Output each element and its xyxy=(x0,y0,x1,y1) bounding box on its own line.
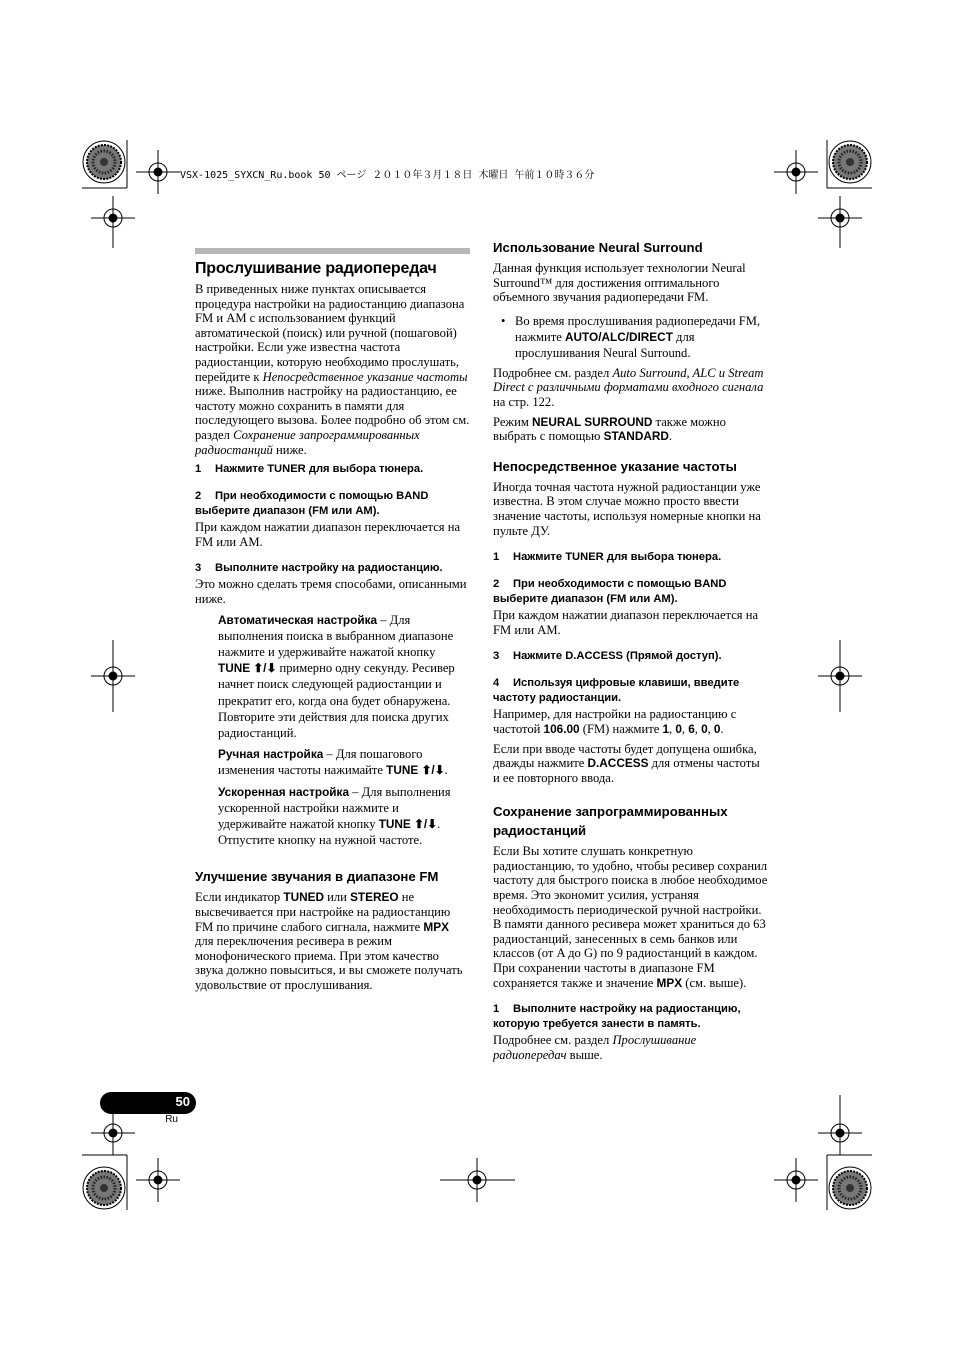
direct-step-2-desc: При каждом нажатии диапазон переключается на FM или AM. xyxy=(493,608,759,637)
intro-paragraph: В приведенных ниже пунктах описывается процедура настройки на радиостанцию диапазона FM и AM с использованием функций автоматической (поиск) или ручной (пошаговой) настройки. Если уже известна частота радиостанции, которую необходимо прослушать, перейдите к Непосредственное указание частоты ниже. Выполнив настройку на радиостанцию, ее частоту можно сохранить в памяти для последующего вызова. Более подробно об этом см. раздел Сохранение запрограммированных радиостанций ниже. xyxy=(195,282,470,457)
neural-list xyxy=(493,313,768,361)
direct-step-4: 4 Используя цифровые клавиши, введите частоту радиостанции. xyxy=(493,677,740,705)
direct-error: Если при вводе частоты будет допущена ошибка, дважды нажмите D.ACCESS для отмены частоты и ее повторного ввода. xyxy=(493,741,760,785)
neural-heading: Использование Neural Surround xyxy=(493,240,703,255)
left-column xyxy=(195,248,470,998)
step-3: 3 Выполните настройку на радиостанцию. xyxy=(195,562,443,575)
neural-reference: Подробнее см. раздел Auto Surround, ALC и Stream Direct с различными форматами входного сигнала на стр. 122. xyxy=(493,365,764,409)
direct-step-2: 2 При необходимости с помощью BAND выберите диапазон (FM или AM). xyxy=(493,578,727,606)
save-reference: Подробнее см. раздел Прослушивание радиопередач выше. xyxy=(493,1033,697,1062)
direct-example: Например, для настройки на радиостанцию с частотой 106.00 (FM) нажмите 1, 0, 6, 0, 0. xyxy=(493,707,737,736)
save-paragraph: Если Вы хотите слушать конкретную радиостанцию, то удобно, чтобы ресивер сохранил частоту для быстрого поиска в любое необходимое время. Это экономит усилия, устраняя необходимость периодической ручной настройки. В памяти данного ресивера может храниться до 63 радиостанций, занесенных в семь банков или классов (от A до G) по 9 радиостанций в каждом. При сохранении частоты в диапазоне FM сохраняется также и значение MPX (см. выше). xyxy=(493,844,768,990)
page-language: Ru xyxy=(165,1114,178,1125)
up-down-arrow-icon: ⬆/⬇ xyxy=(253,661,277,676)
direct-heading: Непосредственное указание частоты xyxy=(493,458,737,474)
fast-tuning: Ускоренная настройка – Для выполнения ускоренной настройки нажмите и удерживайте нажатой кнопку TUNE ⬆/⬇. Отпустите кнопку на нужной частоте. xyxy=(218,784,451,848)
neural-paragraph: Данная функция использует технологии Neural Surround™ для достижения оптимального объемного звучания радиопередачи FM. xyxy=(493,261,746,305)
direct-step-1: 1 Нажмите TUNER для выбора тюнера. xyxy=(493,551,722,564)
page-title: Прослушивание радиопередач xyxy=(195,260,437,277)
fm-heading: Улучшение звучания в диапазоне FM xyxy=(195,869,439,885)
up-down-arrow-icon: ⬆/⬇ xyxy=(413,816,438,831)
direct-step-3: 3 Нажмите D.ACCESS (Прямой доступ). xyxy=(493,650,722,663)
step-2-desc: При каждом нажатии диапазон переключается на FM или AM. xyxy=(195,520,461,549)
direct-paragraph: Иногда точная частота нужной радиостанции уже известна. В этом случае можно просто ввести значение частоты, используя номерные кнопки на пульте ДУ. xyxy=(493,479,761,538)
link-auto-surround: Auto Surround, ALC и Stream Direct с различными форматами входного сигнала xyxy=(493,365,764,395)
link-listening-radio: Прослушивание радиопередач xyxy=(493,1033,697,1062)
step-1: 1 Нажмите TUNER для выбора тюнера. xyxy=(195,463,424,476)
link-direct-tuning: Непосредственное указание частоты xyxy=(262,369,468,384)
manual-tuning: Ручная настройка – Для пошагового изменения частоты нажимайте TUNE ⬆/⬇. xyxy=(218,747,448,778)
auto-tuning: Автоматическая настройка – Для выполнения поиска в выбранном диапазоне нажмите и удерживайте нажатой кнопку TUNE ⬆/⬇ примерно одну секунду. Ресивер начнет поиск следующей радиостанции и прекратит его, когда она будет обнаружена. Повторите эти действия для поиска других радиостанций. xyxy=(218,612,455,740)
neural-mode: Режим NEURAL SURROUND также можно выбрать с помощью STANDARD. xyxy=(493,414,726,444)
neural-bullet: • Во время прослушивания радиопередачи FM, нажмите AUTO/ALC/DIRECT для прослушивания Neural Surround. xyxy=(493,313,768,361)
right-column xyxy=(493,238,768,1067)
step-3-desc: Это можно сделать тремя способами, описанными ниже. xyxy=(195,577,467,606)
page-number: 50 xyxy=(175,1094,190,1109)
up-down-arrow-icon: ⬆/⬇ xyxy=(421,763,445,778)
print-header: VSX-1025_SYXCN_Ru.book 50 ページ ２０１０年３月１８日 木曜日 午前１０時３６分 xyxy=(180,170,595,181)
link-saving-presets: Сохранение запрограммированных радиостанций xyxy=(195,427,420,457)
save-heading: Сохранение запрограммированных радиостанций xyxy=(493,804,728,839)
section-bar xyxy=(195,248,470,254)
step-2: 2 При необходимости с помощью BAND выберите диапазон (FM или AM). xyxy=(195,490,429,518)
save-step-1: 1 Выполните настройку на радиостанцию, которую требуется занести в память. xyxy=(493,1003,741,1031)
fm-paragraph: Если индикатор TUNED или STEREO не высвечивается при настройке на радиостанцию FM по причине слабого сигнала, нажмите MPX для переключения ресивера в режим монофонического приема. При этом качество звука должно повыситься, и вы сможете получать удовольствие от прослушивания. xyxy=(195,890,463,992)
